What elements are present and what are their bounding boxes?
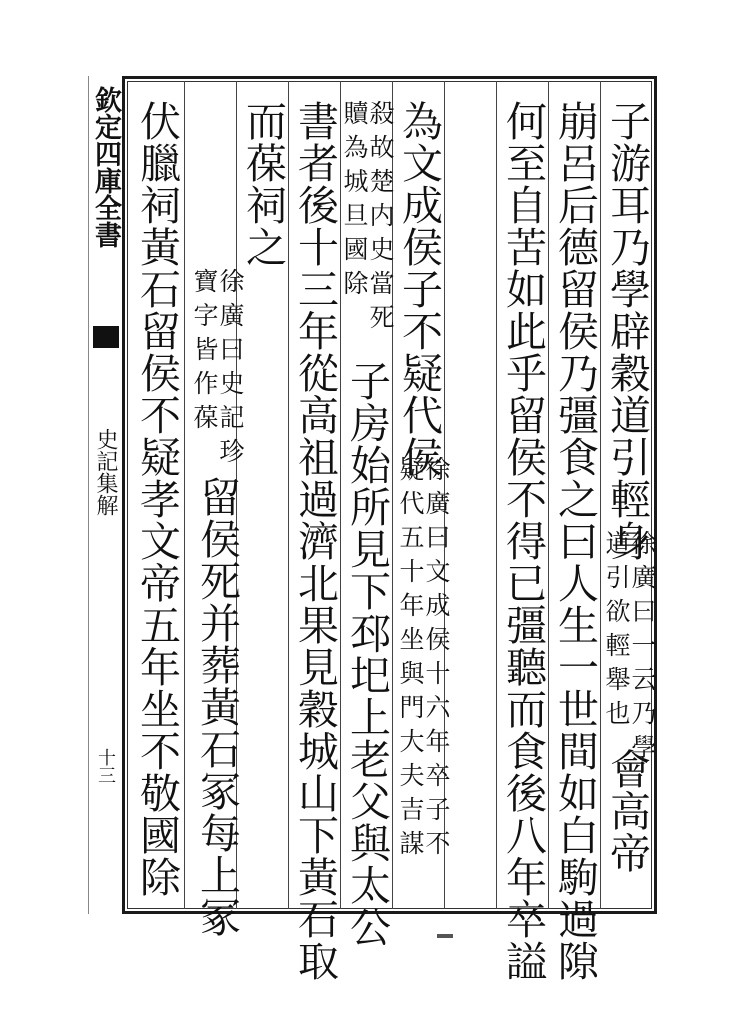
column-rule <box>496 81 497 909</box>
note-column-7a: 徐廣曰史記珍 <box>216 268 245 472</box>
text-column-7: 而葆祠之 <box>239 100 287 268</box>
text-column-8: 伏臘祠黃石留侯不疑孝文帝五年坐不敬國除 <box>133 100 181 898</box>
note-column-4a: 徐廣曰文成侯十六年卒子不 <box>422 456 451 864</box>
note-column-1a: 徐廣曰一云乃學 <box>628 530 657 768</box>
column-rule <box>548 81 549 909</box>
text-column-1: 子游耳乃學辟穀道引輕身 <box>603 100 651 562</box>
text-column-1-cont: 會高帝 <box>603 748 651 874</box>
text-column-7-cont: 留侯死并葬黃石冢每上冢 <box>193 476 241 938</box>
text-column-4: 為文成侯子不疑代侯 <box>395 100 443 478</box>
note-column-5a: 殺故楚内史當死 <box>366 100 395 338</box>
text-column-2: 崩呂后德留侯乃彊食之曰人生一世間如白駒過隙 <box>551 100 599 982</box>
fish-tail-mark <box>93 326 119 348</box>
text-column-6: 書者後十三年從高祖過濟北果見穀城山下黃石取 <box>291 100 339 982</box>
text-column-5: 子房始所見下邳圯上老父與太公 <box>343 360 391 948</box>
note-column-4b: 疑代五十年坐與門大夫吉謀 <box>396 456 425 864</box>
text-column-3: 何至自苦如此乎留侯不得已彊聽而食後八年卒謚 <box>499 100 547 982</box>
bottom-mark <box>437 934 453 938</box>
column-rule <box>184 81 185 909</box>
margin-book-title: 史記集解 <box>93 428 118 516</box>
margin-collection-title: 欽定四庫全書 <box>90 86 121 248</box>
note-column-5b: 贖為城旦國除 <box>340 100 369 304</box>
column-rule <box>288 81 289 909</box>
note-column-1b: 道引欲輕舉也 <box>602 530 631 734</box>
column-rule <box>600 81 601 909</box>
note-column-7b: 寶字皆作葆 <box>190 268 219 438</box>
margin-rule <box>88 76 89 914</box>
margin-page-number: 十三 <box>95 748 116 784</box>
